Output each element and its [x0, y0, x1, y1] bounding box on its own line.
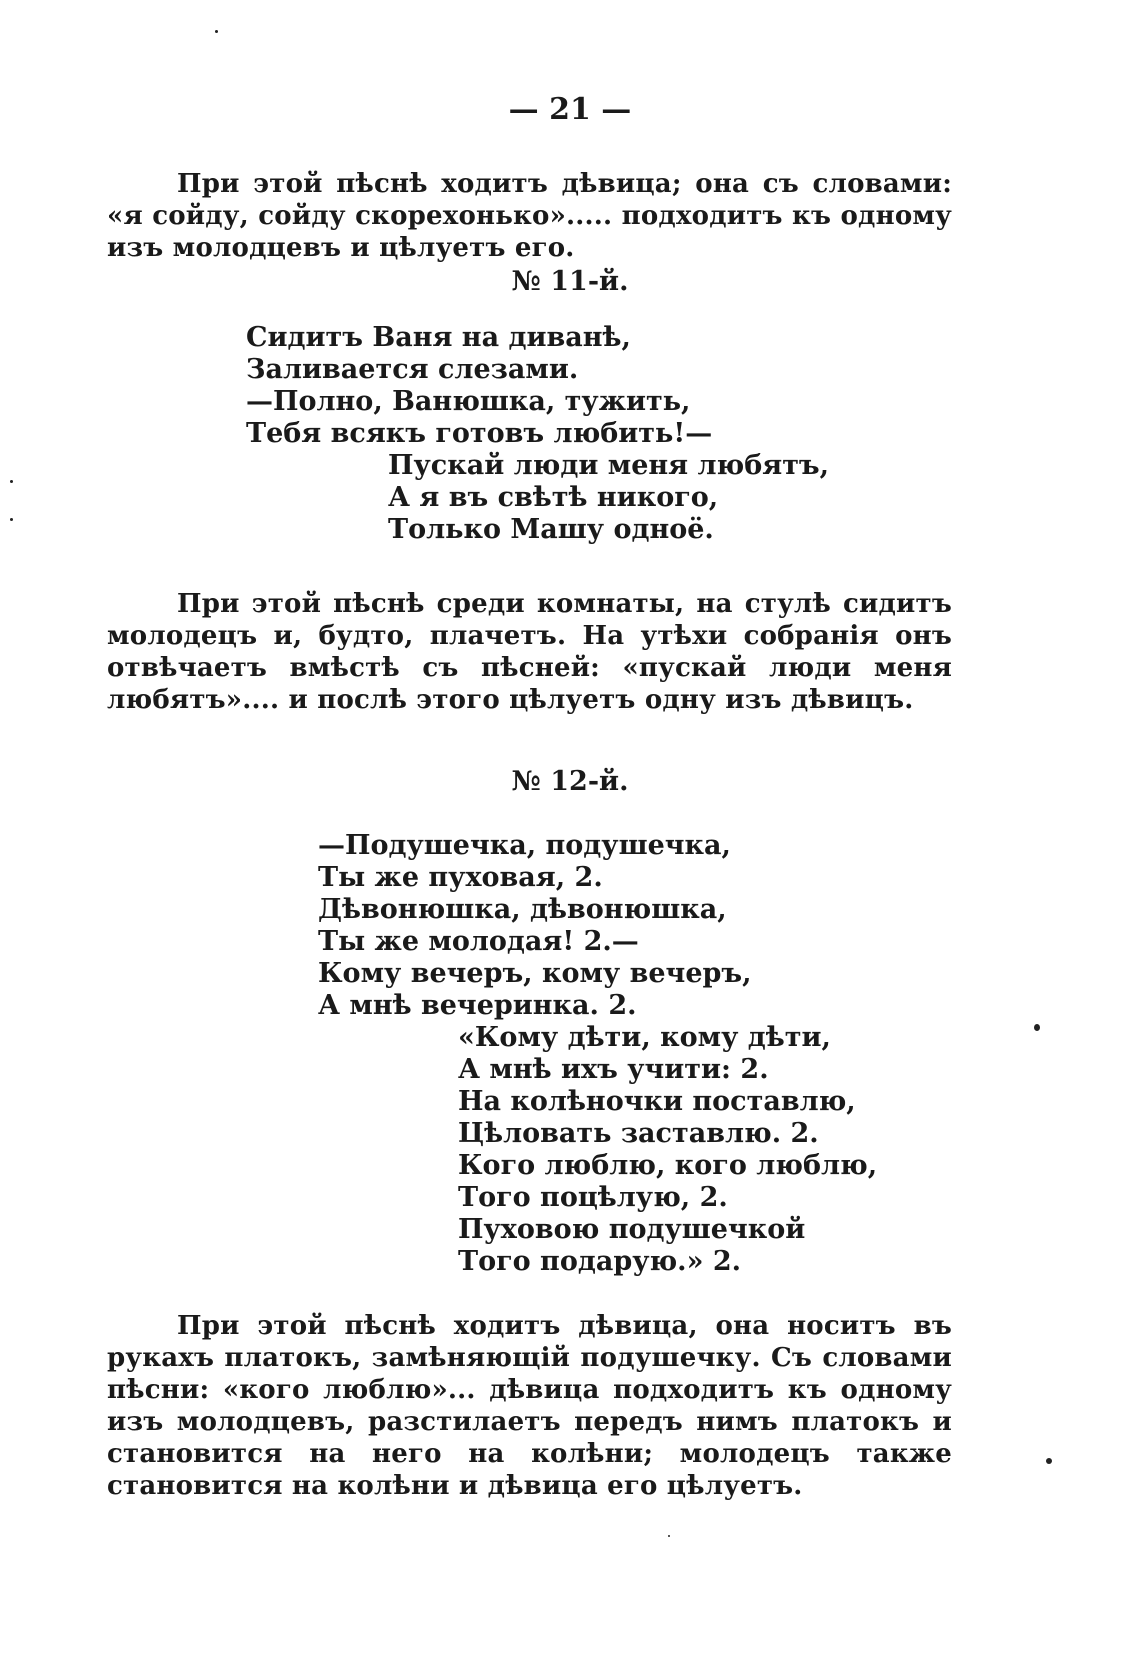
verse-line: Того подарую.» 2. — [458, 1246, 742, 1277]
paragraph-description-11 — [107, 588, 952, 716]
song-11-stanza-1 — [246, 322, 712, 450]
verse-line: Того поцѣлую, 2. — [458, 1182, 728, 1213]
verse-line: —Полно, Ванюшка, тужить, — [246, 386, 691, 417]
print-speck — [10, 518, 13, 521]
song-12-stanza-2 — [458, 1022, 877, 1278]
verse-line: Пуховою подушечкой — [458, 1214, 806, 1245]
print-speck — [1046, 1458, 1052, 1464]
song-11-heading: № 11-й. — [511, 266, 629, 297]
verse-line: Заливается слезами. — [246, 354, 579, 385]
verse-line: Ты же молодая! 2.— — [318, 926, 639, 957]
paragraph-text: При этой пѣснѣ ходитъ дѣвица; она съ словами: «я сойду, сойду скорехонько»..... подходитъ къ одному изъ молодцевъ и цѣлуетъ его. — [107, 169, 952, 263]
verse-line: Кому вечеръ, кому вечеръ, — [318, 958, 752, 989]
verse-line: Сидитъ Ваня на диванѣ, — [246, 322, 631, 353]
song-11-stanza-2 — [388, 450, 829, 546]
verse-line: «Кому дѣти, кому дѣти, — [458, 1022, 831, 1053]
paragraph-description-12 — [107, 1310, 952, 1502]
page-number: — 21 — — [508, 92, 632, 127]
paragraph-text: При этой пѣснѣ среди комнаты, на стулѣ сидитъ молодецъ и, будто, плачетъ. На утѣхи собранія онъ отвѣчаетъ вмѣстѣ съ пѣсней: «пускай люди меня любятъ».... и послѣ этого цѣлуетъ одну изъ дѣвицъ. — [107, 589, 952, 715]
print-speck — [668, 1535, 670, 1537]
verse-line: Дѣвонюшка, дѣвонюшка, — [318, 894, 727, 925]
verse-line: —Подушечка, подушечка, — [318, 830, 731, 861]
verse-line: Тебя всякъ готовъ любить!— — [246, 418, 713, 449]
print-speck — [10, 480, 13, 483]
song-12-heading: № 12-й. — [511, 766, 629, 797]
verse-line: Цѣловать заставлю. 2. — [458, 1118, 819, 1149]
verse-line: А я въ свѣтѣ никого, — [388, 482, 719, 513]
song-12-stanza-1 — [318, 830, 752, 1022]
paragraph-text: При этой пѣснѣ ходитъ дѣвица, она носитъ въ рукахъ платокъ, замѣняющій подушечку. Съ словами пѣсни: «кого люблю»... дѣвица подходитъ къ одному изъ молодцевъ, разстилаетъ передъ нимъ платокъ и становится на него на колѣни; молодецъ также становится на колѣни и дѣвица его цѣлуетъ. — [107, 1311, 952, 1501]
print-speck — [1034, 1024, 1040, 1031]
verse-line: На колѣночки поставлю, — [458, 1086, 856, 1117]
verse-line: Пускай люди меня любятъ, — [388, 450, 830, 481]
verse-line: А мнѣ вечеринка. 2. — [318, 990, 637, 1021]
verse-line: Только Машу одноё. — [388, 514, 714, 545]
print-speck — [215, 30, 218, 33]
verse-line: Кого люблю, кого люблю, — [458, 1150, 878, 1181]
verse-line: Ты же пуховая, 2. — [318, 862, 603, 893]
verse-line: А мнѣ ихъ учити: 2. — [458, 1054, 769, 1085]
paragraph-intro — [107, 168, 952, 264]
